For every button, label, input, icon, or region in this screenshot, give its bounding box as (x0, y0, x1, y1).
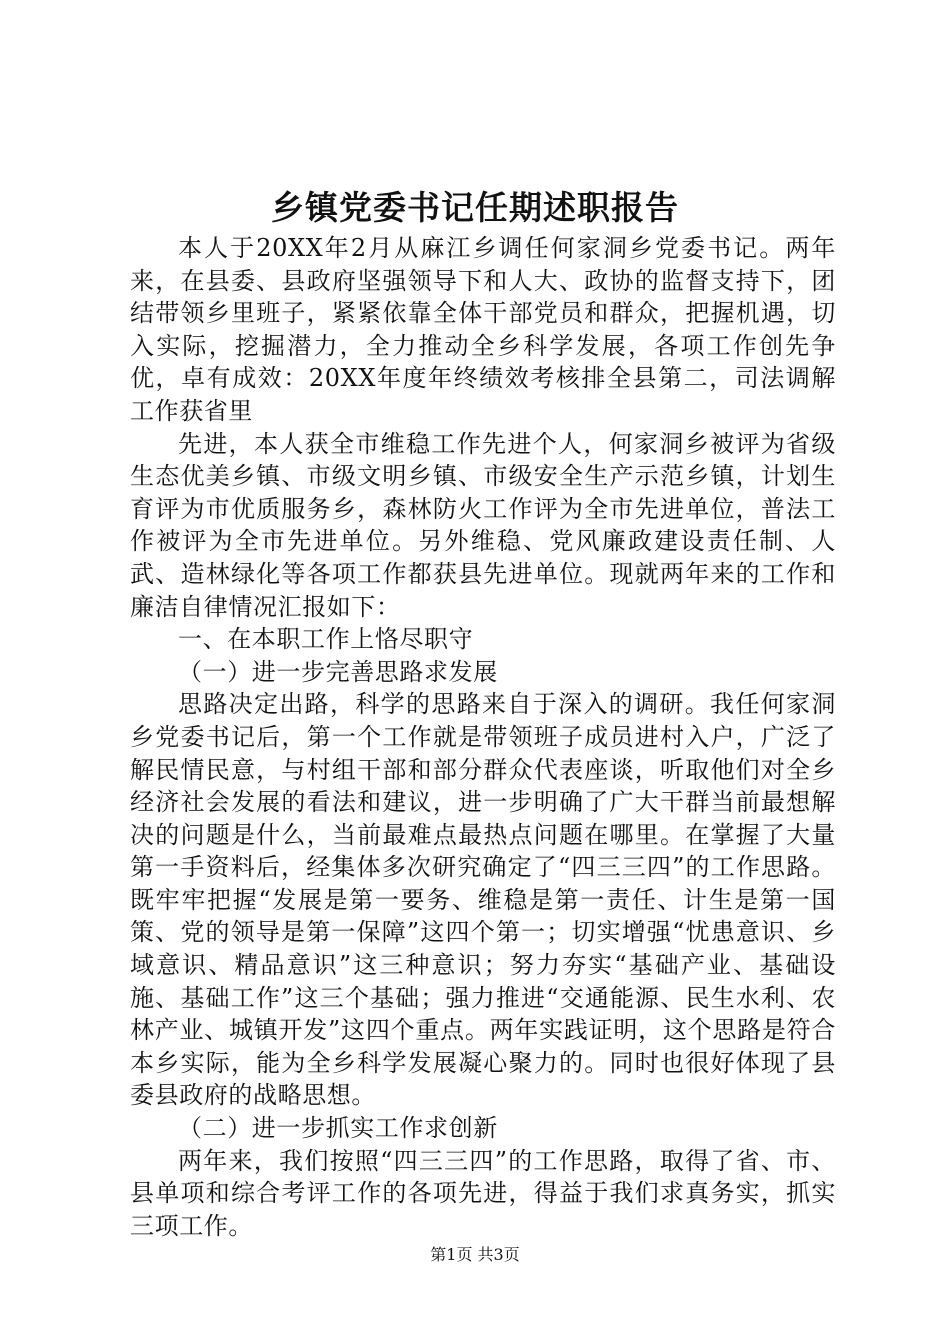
page-footer: 第1页 共3页 (430, 1245, 520, 1264)
subsection-heading-1: （一）进一步完善思路求发展 (178, 657, 498, 686)
paragraph-thinking: 思路决定出路，科学的思路来自于深入的调研。我任何家洞乡党委书记后，第一个工作就是带领班子成员进村入户，广泛了解民情民意，与村组干部和部分群众代表座谈，听取他们对全乡经济社会发展的看法和建议，进一步明确了广大干群当前最想解决的问题是什么，当前最难点最热点问题在哪里。在掌握了大量第一手资料后，经集体多次研究确定了“四三三四”的工作思路。既牢牢把握“发展是第一要务、维稳是第一责任、计生是第一国策、党的领导是第一保障”这四个第一；切实增强“忧患意识、乡域意识、精品意识”这三种意识；努力夯实“基础产业、基础设施、基础工作”这三个基础；强力推进“交通能源、民生水利、农林产业、城镇开发”这四个重点。两年实践证明，这个思路是符合本乡实际，能为全乡科学发展凝心聚力的。同时也很好体现了县委县政府的战略思想。 (130, 690, 836, 1110)
document-body (130, 232, 836, 1242)
paragraph-work: 两年来，我们按照“四三三四”的工作思路，取得了省、市、县单项和综合考评工作的各项先进，得益于我们求真务实，抓实三项工作。 (130, 1146, 836, 1240)
document-title: 乡镇党委书记任期述职报告 (271, 188, 679, 227)
paragraph-achievements: 先进，本人获全市维稳工作先进个人，何家洞乡被评为省级生态优美乡镇、市级文明乡镇、市级安全生产示范乡镇，计划生育评为市优质服务乡，森林防火工作评为全市先进单位，普法工作被评为全市先进单位。另外维稳、党风廉政建设责任制、人武、造林绿化等各项工作都获县先进单位。现就两年来的工作和廉洁自律情况汇报如下： (130, 429, 836, 621)
subsection-heading-2: （二）进一步抓实工作求创新 (178, 1114, 498, 1143)
section-heading-1: 一、在本职工作上恪尽职守 (178, 625, 474, 654)
paragraph-intro: 本人于20XX年2月从麻江乡调任何家洞乡党委书记。两年来，在县委、县政府坚强领导下和人大、政协的监督支持下，团结带领乡里班子，紧紧依靠全体干部党员和群众，把握机遇，切入实际，挖掘潜力，全力推动全乡科学发展，各项工作创先争优，卓有成效：20XX年度年终绩效考核排全县第二，司法调解工作获省里 (130, 234, 836, 425)
